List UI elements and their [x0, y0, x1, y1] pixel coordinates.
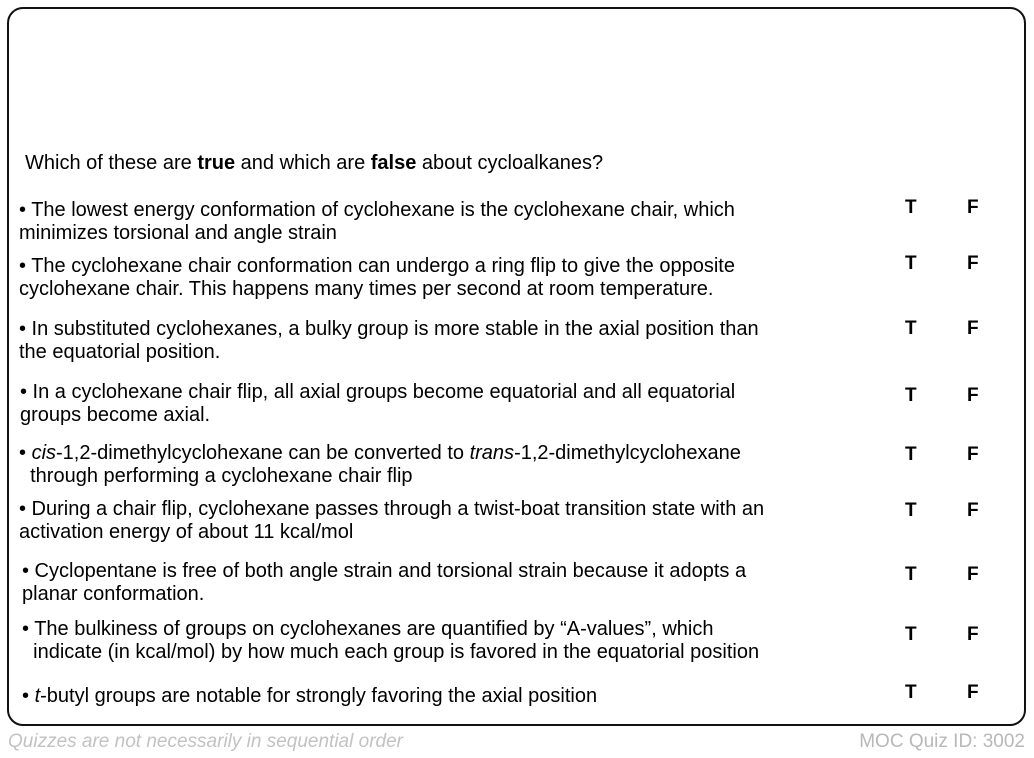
statement-9: • t-butyl groups are notable for strongly favoring the axial position [22, 685, 598, 707]
false-option-6[interactable]: F [967, 500, 979, 521]
true-option-4[interactable]: T [905, 385, 917, 406]
true-option-9[interactable]: T [905, 682, 917, 703]
true-option-3[interactable]: T [905, 318, 917, 339]
true-option-5[interactable]: T [905, 444, 917, 465]
statement-2: • The cyclohexane chair conformation can undergo a ring flip to give the opposite cyclohexane chair. This happens many times per second at room temperature. [19, 255, 735, 300]
statement-6: • During a chair flip, cyclohexane passes through a twist-boat transition state with an activation energy of about 11 kcal/mol [19, 498, 765, 543]
statement-3: • In substituted cyclohexanes, a bulky group is more stable in the axial position than the equatorial position. [19, 318, 759, 363]
quiz-id: MOC Quiz ID: 3002 [859, 731, 1025, 752]
false-option-3[interactable]: F [967, 318, 979, 339]
false-option-2[interactable]: F [967, 253, 979, 274]
false-option-5[interactable]: F [967, 444, 979, 465]
sequence-note: Quizzes are not necessarily in sequential order [8, 731, 403, 752]
true-option-6[interactable]: T [905, 500, 917, 521]
true-option-8[interactable]: T [905, 624, 917, 645]
statement-1: • The lowest energy conformation of cyclohexane is the cyclohexane chair, which minimizes torsional and angle strain [19, 199, 735, 244]
false-option-8[interactable]: F [967, 624, 979, 645]
true-option-2[interactable]: T [905, 253, 917, 274]
true-option-1[interactable]: T [905, 197, 917, 218]
question-prompt: Which of these are true and which are false about cycloalkanes? [25, 152, 604, 174]
statement-7: • Cyclopentane is free of both angle strain and torsional strain because it adopts a planar conformation. [22, 560, 747, 605]
true-option-7[interactable]: T [905, 564, 917, 585]
false-option-7[interactable]: F [967, 564, 979, 585]
statement-4: • In a cyclohexane chair flip, all axial groups become equatorial and all equatorial groups become axial. [20, 381, 736, 426]
false-option-4[interactable]: F [967, 385, 979, 406]
statement-5: • cis-1,2-dimethylcyclohexane can be converted to trans-1,2-dimethylcyclohexane through performing a cyclohexane chair flip [19, 442, 741, 487]
statement-8: • The bulkiness of groups on cyclohexanes are quantified by “A-values”, which indicate (in kcal/mol) by how much each group is favored in the equatorial position [22, 618, 760, 663]
false-option-9[interactable]: F [967, 682, 979, 703]
false-option-1[interactable]: F [967, 197, 979, 218]
